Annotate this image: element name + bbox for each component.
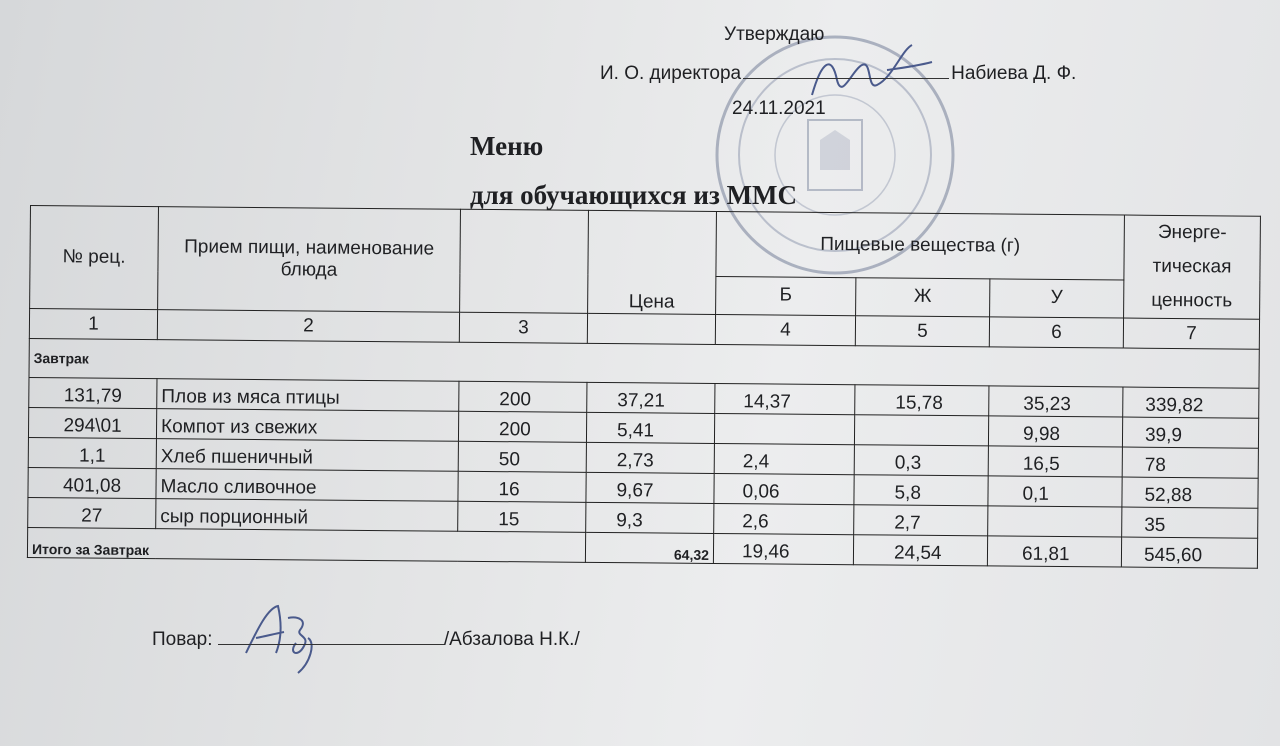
col-num: 3 bbox=[459, 312, 587, 343]
header-protein: Б bbox=[716, 276, 856, 315]
header-fat: Ж bbox=[856, 278, 990, 317]
header-meal: Прием пищи, наименование блюда bbox=[158, 207, 461, 313]
col-num: 4 bbox=[715, 314, 855, 345]
header-row bbox=[30, 206, 1261, 282]
cell-fat: 5,8 bbox=[854, 475, 988, 506]
header-energy: Энерге-тическая ценность bbox=[1124, 215, 1261, 319]
header-carbs: У bbox=[990, 279, 1124, 318]
cell-carbs: 9,98 bbox=[988, 416, 1122, 447]
approval-line bbox=[600, 62, 1076, 85]
cell-dish-name: Хлеб пшеничный bbox=[156, 439, 458, 472]
section-label: Завтрак bbox=[29, 338, 1259, 388]
cell-protein: 2,6 bbox=[714, 503, 854, 534]
director-signature-line bbox=[743, 62, 949, 79]
cell-dish-name: Плов из мяса птицы bbox=[157, 379, 459, 412]
cell-fat bbox=[854, 415, 988, 446]
cell-dish-name: сыр порционный bbox=[156, 499, 458, 532]
cell-energy: 39,9 bbox=[1122, 417, 1258, 448]
col-num bbox=[587, 313, 715, 344]
cook-name: /Абзалова Н.К./ bbox=[443, 629, 580, 650]
cell-price: 9,3 bbox=[586, 502, 714, 533]
cell-carbs bbox=[988, 506, 1122, 537]
cell-energy: 78 bbox=[1122, 447, 1258, 478]
cell-weight: 16 bbox=[458, 471, 586, 502]
cell-weight: 50 bbox=[458, 441, 586, 472]
total-energy: 545,60 bbox=[1121, 537, 1257, 568]
cell-price: 37,21 bbox=[587, 382, 715, 413]
approval-date: 24.11.2021 bbox=[732, 98, 826, 119]
header-recipe-no: № рец. bbox=[30, 206, 159, 310]
menu-title: Меню bbox=[470, 131, 544, 161]
header-weight bbox=[460, 209, 589, 313]
cell-fat: 0,3 bbox=[854, 445, 988, 476]
cell-dish-name: Масло сливочное bbox=[156, 469, 458, 502]
cell-protein: 0,06 bbox=[714, 473, 854, 504]
cell-energy: 52,88 bbox=[1122, 477, 1258, 508]
cell-protein: 14,37 bbox=[715, 383, 855, 414]
cell-fat: 15,78 bbox=[855, 385, 989, 416]
total-price: 64,32 bbox=[585, 532, 713, 563]
cell-price: 9,67 bbox=[586, 472, 714, 503]
col-num: 7 bbox=[1123, 318, 1259, 349]
cell-dish-name: Компот из свежих bbox=[156, 409, 458, 442]
cell-carbs: 0,1 bbox=[988, 476, 1122, 507]
menu-subtitle: для обучающихся из ММС bbox=[470, 180, 798, 210]
cell-energy: 35 bbox=[1122, 507, 1258, 538]
cell-carbs: 16,5 bbox=[988, 446, 1122, 477]
cell-weight: 200 bbox=[458, 411, 586, 442]
cell-fat: 2,7 bbox=[854, 505, 988, 536]
cell-weight: 15 bbox=[458, 501, 586, 532]
cell-recipe-no: 1,1 bbox=[28, 437, 156, 468]
cell-energy: 339,82 bbox=[1123, 387, 1259, 418]
col-num: 6 bbox=[989, 317, 1123, 348]
cell-price: 2,73 bbox=[586, 442, 714, 473]
header-nutrients: Пищевые вещества (г) bbox=[716, 211, 1125, 279]
cell-carbs: 35,23 bbox=[989, 386, 1123, 417]
approval-title: Утверждаю bbox=[724, 24, 825, 45]
col-num: 5 bbox=[855, 316, 989, 347]
cook-label: Повар: bbox=[152, 629, 213, 650]
total-label: Итого за Завтрак bbox=[27, 527, 585, 562]
cell-protein: 2,4 bbox=[714, 443, 854, 474]
header-price: Цена bbox=[588, 210, 717, 314]
cell-recipe-no: 27 bbox=[28, 497, 156, 528]
cell-recipe-no: 294\01 bbox=[28, 407, 156, 438]
cook-signature-line bbox=[218, 626, 444, 645]
cell-price: 5,41 bbox=[586, 412, 714, 443]
col-num: 1 bbox=[29, 309, 157, 340]
cell-recipe-no: 131,79 bbox=[29, 377, 157, 408]
cell-weight: 200 bbox=[459, 381, 587, 412]
cook-footer bbox=[152, 626, 580, 651]
col-num: 2 bbox=[157, 310, 459, 343]
total-protein: 19,46 bbox=[713, 533, 853, 564]
director-name: Набиева Д. Ф. bbox=[951, 63, 1077, 84]
cell-protein bbox=[714, 413, 854, 444]
menu-table bbox=[27, 205, 1261, 569]
total-fat: 24,54 bbox=[853, 535, 987, 566]
director-position: И. О. директора bbox=[600, 63, 742, 84]
cell-recipe-no: 401,08 bbox=[28, 467, 156, 498]
total-carbs: 61,81 bbox=[987, 536, 1121, 567]
